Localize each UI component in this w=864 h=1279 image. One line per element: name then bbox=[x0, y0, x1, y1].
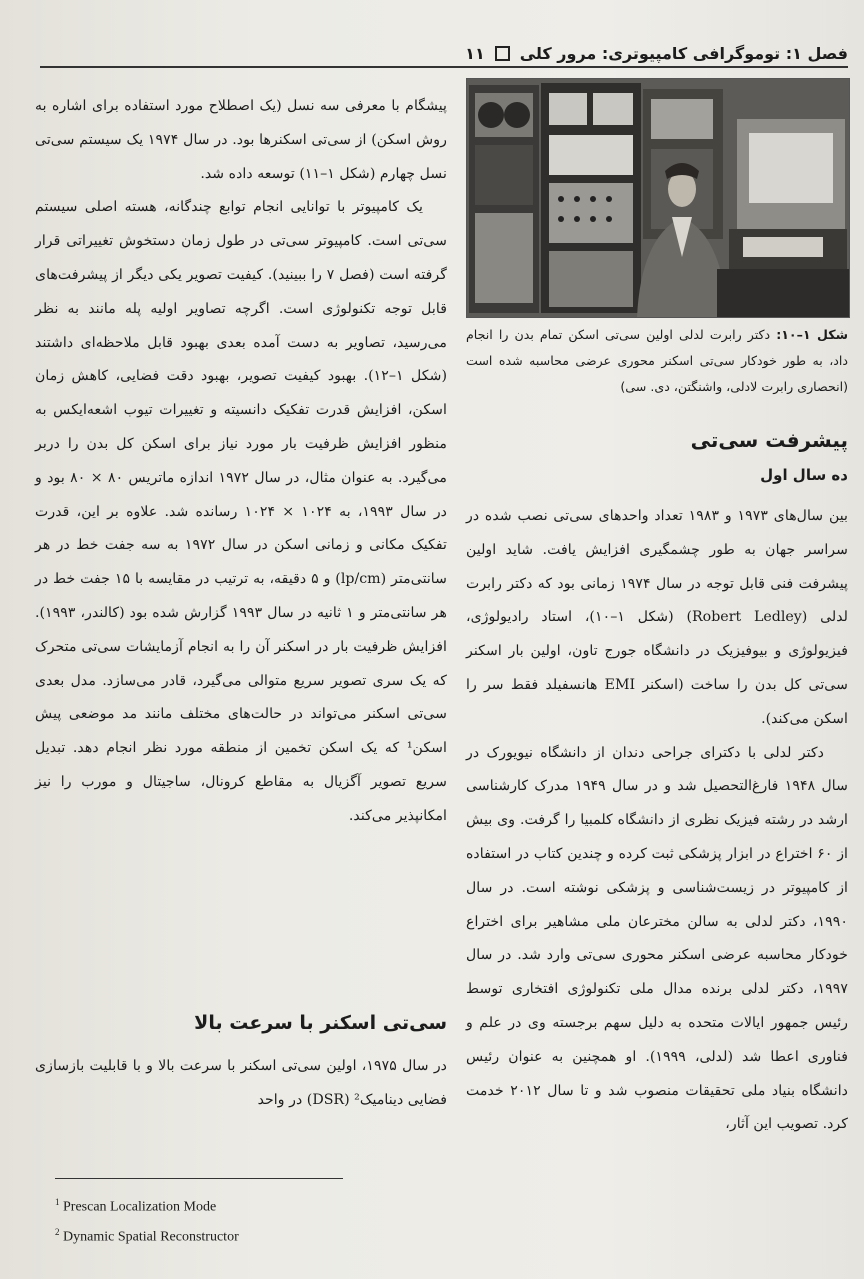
page-number: ۱۱ bbox=[465, 43, 485, 63]
page-title: فصل ۱: توموگرافی کامپیوتری: مرور کلی bbox=[519, 43, 848, 63]
right-column bbox=[466, 500, 848, 1142]
footnote-text: Prescan Localization Mode bbox=[63, 1199, 217, 1215]
header-square-icon bbox=[495, 46, 510, 61]
paragraph: دکتر لدلی با دکترای جراحی دندان از دانشگاه نیویورک در سال ۱۹۴۸ فارغ‌التحصیل شد و در سال ۱۹۴۹ مدرک کارشناسی ارشد در رشته فیزیک نظری از دانشگاه کلمبیا را گرفت. وی بیش از ۶۰ اختراع در ابزار پزشکی ثبت کرده و چندین کتاب در استفاده از کامپیوتر در زیست‌شناسی و پزشکی نوشته است. در سال ۱۹۹۰، دکتر لدلی به سالن مخترعان ملی مشاهیر برای اختراع خودکار محاسبه عرضی اسکنر محوری سی‌تی وارد شد. در سال ۱۹۹۷، دکتر لدلی برنده مدال ملی تکنولوژی افتخاری توسط رئیس جمهور ایالات متحده به دلیل سهم برجسته وی در علم و فناوری اعطا شد (لدلی، ۱۹۹۹). او همچنین به عنوان رئیس دانشگاه بنیاد ملی تحقیقات منصوب شد و تا سال ۲۰۱۲ خدمت کرد. تصویب این آثار، bbox=[466, 744, 849, 1133]
figure-label: شکل ۱–۱۰: bbox=[776, 327, 848, 342]
footnote-text: Dynamic Spatial Reconstructor bbox=[63, 1229, 239, 1245]
footnotes bbox=[55, 1190, 435, 1249]
section-heading-ct-progress: پیشرفت سی‌تی bbox=[690, 428, 848, 452]
figure-photo bbox=[466, 78, 850, 318]
paragraph: در سال ۱۹۷۵، اولین سی‌تی اسکنر با سرعت بالا و با قابلیت بازسازی فضایی دینامیک² (DSR) در واحد bbox=[35, 1058, 447, 1108]
left-column bbox=[35, 90, 447, 834]
figure-caption-text: دکتر رابرت لدلی اولین سی‌تی اسکن تمام بدن را انجام داد، به طور خودکار سی‌تی اسکنر محوری عرضی محاسبه شده است (انحصاری رابرت لادلی، واشنگتن، دی. سی) bbox=[466, 327, 848, 394]
figure-caption bbox=[466, 322, 848, 400]
footnote bbox=[55, 1220, 435, 1250]
left-column-continued bbox=[35, 1050, 447, 1118]
section-heading-high-speed: سی‌تی اسکنر با سرعت بالا bbox=[194, 1012, 447, 1034]
footnote-number: 1 bbox=[55, 1197, 60, 1207]
footnote-number: 2 bbox=[55, 1226, 60, 1237]
footnote bbox=[55, 1190, 435, 1220]
subheading-first-decade: ده سال اول bbox=[760, 466, 848, 484]
paragraph: بین سال‌های ۱۹۷۳ و ۱۹۸۳ تعداد واحدهای سی‌تی نصب شده در سراسر جهان به طور چشمگیری افزایش یافت. شاید اولین پیشرفت فنی قابل توجه در سال ۱۹۷۴ زمانی بود که دکتر رابرت لدلی (Robert Ledley) (شکل ۱–۱۰)، استاد رادیولوژی، فیزیولوژی و بیوفیزیک در دانشگاه جورج تاون، اولین بار اسکنر سی‌تی کل بدن را ساخت (اسکنر EMI هانسفیلد فقط سر را اسکن می‌کند). bbox=[466, 508, 849, 727]
header-rule bbox=[40, 66, 848, 68]
paragraph: یک کامپیوتر با توانایی انجام توابع چندگانه، هسته اصلی سیستم سی‌تی است. کامپیوتر سی‌تی در طول زمان دستخوش تغییراتی قرار گرفته است (فصل ۷ را ببینید). کیفیت تصویر یکی دیگر از پیشرفت‌های قابل توجه تکنولوژی است. اگرچه تصاویر اولیه پله مانند به نظر می‌رسید، تصاویر به دست آمده بعدی بهبود قابل ملاحظه‌ای داشتند (شکل ۱–۱۲). بهبود کیفیت تصویر، بهبود دقت فضایی، کاهش زمان اسکن، افزایش قدرت تفکیک دانسیته و تغییرات تیوب اشعه‌ایکس به منظور افزایش ظرفیت بار مورد نیاز برای اسکن کل بدن را دربر می‌گیرد. به عنوان مثال، در سال ۱۹۷۲ اندازه ماتریس ۸۰ × ۸۰ بود و در سال ۱۹۹۳، به ۱۰۲۴ × ۱۰۲۴ رسانده شد. علاوه بر این، قدرت تفکیک مکانی و زمانی اسکن در سال ۱۹۷۲ به سه جفت خط در هر سانتی‌متر (lp/cm) و ۵ دقیقه، به ترتیب در مقایسه با ۱۵ جفت خط در هر سانتی‌متر و ۱ ثانیه در سال ۱۹۹۳ گزارش شده بود (کالندر، ۱۹۹۳). افزایش ظرفیت بار در اسکنر آن را به انجام آزمایشات سی‌تی متحرک که یک سری تصویر سریع متوالی می‌گیرد، قادر می‌سازد. مدل بعدی سی‌تی اسکنر می‌تواند در حالت‌های مختلف مانند مد موضعی پیش اسکن¹ که یک اسکن تخمین از منطقه مورد نظر انجام دهد. تبدیل سریع تصویر آگزیال به مقاطع کرونال، ساجیتال و مورب را نیز امکانپذیر می‌کند. bbox=[35, 199, 448, 824]
paragraph: پیشگام با معرفی سه نسل (یک اصطلاح مورد استفاده برای اشاره به روش اسکن) از سی‌تی اسکنرها بود. در سال ۱۹۷۴ یک سیستم سی‌تی نسل چهارم (شکل ۱–۱۱) توسعه داده شد. bbox=[35, 98, 447, 182]
footnote-rule bbox=[55, 1178, 343, 1179]
page-header bbox=[40, 38, 848, 68]
